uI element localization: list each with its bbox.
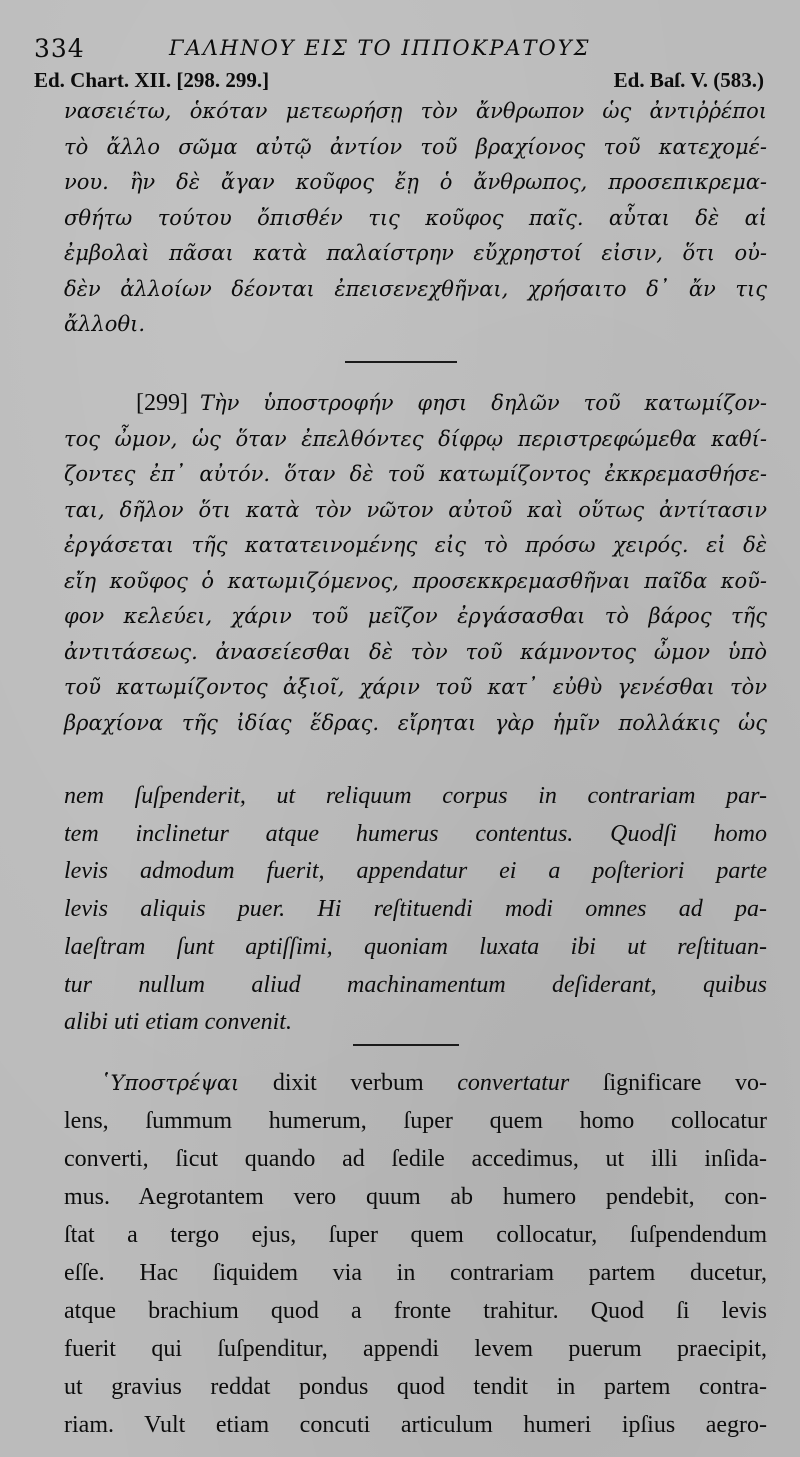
text-line: lens, ſummum humerum, ſuper quem homo collocatur <box>64 1108 767 1134</box>
text-line: τος ὦμον, ὡς ὅταν ἐπελθόντες δίφρῳ περιστρεφώμεθα καθί- <box>64 426 767 451</box>
page-header <box>34 26 764 66</box>
greek-lemma: ῾Υποστρέψαι <box>100 1071 240 1095</box>
text-line: εἴη κοῦφος ὁ κατωμιζόμενος, προσεκκρεμασθῆναι παῖδα κοῦ- <box>64 568 767 593</box>
text-segment: dixit verbum <box>239 1070 458 1096</box>
text-line: ἐργάσεται τῆς κατατεινομένης εἰς τὸ πρόσω χειρός. εἰ δὲ <box>64 533 767 557</box>
text-line <box>64 1064 767 1102</box>
text-line: levis aliquis puer. Hi reſtituendi modi omnes ad pa- <box>64 896 767 923</box>
text-line: νασειέτω, ὁκόταν μετεωρήσῃ τὸν ἄνθρωπον ὡς ἀντιῤῥέποι <box>64 99 767 123</box>
text-line: ἄλλοθι. <box>64 312 145 336</box>
text-line: τὸ ἄλλο σῶμα αὐτῷ ἀντίον τοῦ βραχίονος τοῦ κατεχομέ- <box>64 134 767 159</box>
text-line: tem inclinetur atque humerus contentus. Quodſi homo <box>64 820 767 847</box>
greek-text-block-2 <box>64 386 767 741</box>
text-line: ἐμβολαὶ πᾶσαι κατὰ παλαίστρην εὔχρηστοί εἰσιν, ὅτι οὐ- <box>64 241 767 265</box>
text-line: ται, δῆλον ὅτι κατὰ τὸν νῶτον αὐτοῦ καὶ οὕτως ἀντίτασιν <box>64 497 767 522</box>
text-line: ſtat a tergo ejus, ſuper quem collocatur, ſuſpendendum <box>64 1222 767 1248</box>
text-line: τοῦ κατωμίζοντος ἀξιοῖ, χάριν τοῦ κατ᾽ εὐθὺ γενέσθαι τὸν <box>64 675 767 699</box>
text-line-content: Τὴν ὑποστροφήν φησι δηλῶν τοῦ κατωμίζον- <box>199 391 767 415</box>
text-line: eſſe. Hac ſiquidem via in contrariam partem ducetur, <box>64 1260 767 1286</box>
text-line: tur nullum aliud machinamentum deſiderant, quibus <box>64 971 767 998</box>
edition-left: Ed. Chart. XII. [298. 299.] <box>34 68 270 92</box>
edition-reference-line <box>34 64 764 94</box>
text-line: φον κελεύει, χάριν τοῦ μεῖζον ἐργάσασθαι τὸ βάρος τῆς <box>64 604 767 628</box>
section-divider <box>345 361 457 363</box>
text-line <box>64 386 767 422</box>
text-line: mus. Aegrotantem vero quum ab humero pendebit, con- <box>64 1184 767 1210</box>
text-line: βραχίονα τῆς ἰδίας ἕδρας. εἴρηται γὰρ ἡμῖν πολλάκις ὡς <box>64 710 767 735</box>
page-number: 334 <box>34 34 85 63</box>
greek-text-block-1 <box>64 94 767 343</box>
text-line: riam. Vult etiam concuti articulum humeri ipſius aegro- <box>64 1412 767 1438</box>
text-line: σθήτω τούτου ὄπισθέν τις κοῦφος παῖς. αὗται δὲ αἱ <box>64 205 767 230</box>
text-line: ἀντιτάσεως. ἀνασείεσθαι δὲ τὸν τοῦ κάμνοντος ὦμον ὑπὸ <box>64 639 767 664</box>
text-line: laeſtram ſunt aptiſſimi, quoniam luxata ibi ut reſtituan- <box>64 933 767 960</box>
text-line: fuerit qui ſuſpenditur, appendi levem puerum praecipit, <box>64 1336 767 1362</box>
text-line: nem ſuſpenderit, ut reliquum corpus in contrariam par- <box>64 783 767 809</box>
latin-commentary-block <box>64 1064 767 1444</box>
text-line: alibi uti etiam convenit. <box>64 1009 292 1036</box>
page-marker: [299] <box>136 390 188 416</box>
edition-right: Ed. Baſ. V. (583.) <box>613 68 764 92</box>
text-line: δὲν ἀλλοίων δέονται ἐπεισενεχθῆναι, χρήσαιτο δ᾽ ἄν τις <box>64 276 767 301</box>
text-line: ζοντες ἐπ᾽ αὐτόν. ὅταν δὲ τοῦ κατωμίζοντος ἐκκρεμασθήσε- <box>64 462 767 486</box>
text-line: levis admodum fuerit, appendatur ei a poſteriori parte <box>64 858 767 885</box>
text-segment: ſignificare vo- <box>569 1070 767 1096</box>
text-line: ut gravius reddat pondus quod tendit in partem contra- <box>64 1374 767 1400</box>
running-title: ΓΑΛΗΝΟΥ ΕΙΣ ΤΟ ΙΠΠΟΚΡΑΤΟΥΣ <box>169 36 591 60</box>
latin-translation-block-1 <box>64 778 767 1042</box>
text-line: νου. ἢν δὲ ἄγαν κοῦφος ἔῃ ὁ ἄνθρωπος, προσεπικρεμα- <box>64 170 767 194</box>
text-line: atque brachium quod a fronte trahitur. Quod ſi levis <box>64 1298 767 1324</box>
text-line: converti, ſicut quando ad ſedile accedimus, ut illi inſida- <box>64 1146 767 1172</box>
italic-term: convertatur <box>457 1070 570 1096</box>
section-divider <box>353 1044 459 1046</box>
